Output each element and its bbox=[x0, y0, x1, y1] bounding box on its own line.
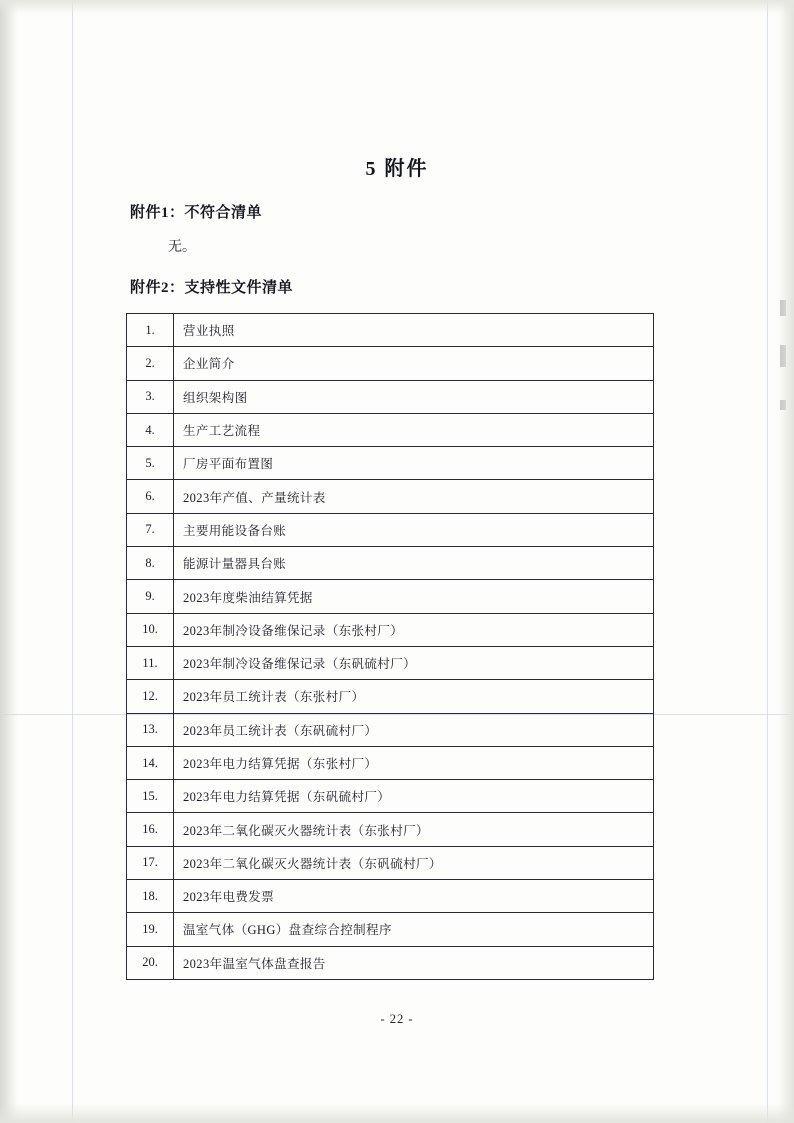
table-row bbox=[127, 413, 654, 446]
row-label: 组织架构图 bbox=[174, 380, 654, 413]
section-body-attachment-1: 无。 bbox=[168, 240, 196, 255]
row-number: 8. bbox=[127, 547, 174, 580]
page-title: 5 附件 bbox=[365, 158, 429, 180]
table-row bbox=[127, 347, 654, 380]
table-row bbox=[127, 547, 654, 580]
table-row bbox=[127, 880, 654, 913]
supporting-documents-table bbox=[126, 313, 654, 980]
row-label: 生产工艺流程 bbox=[174, 413, 654, 446]
row-label: 厂房平面布置图 bbox=[174, 447, 654, 480]
row-label: 2023年制冷设备维保记录（东矾硫村厂） bbox=[174, 646, 654, 679]
row-number: 15. bbox=[127, 780, 174, 813]
row-number: 2. bbox=[127, 347, 174, 380]
row-label: 企业简介 bbox=[174, 347, 654, 380]
row-label: 2023年二氧化碳灭火器统计表（东张村厂） bbox=[174, 813, 654, 846]
table-row bbox=[127, 780, 654, 813]
row-label: 2023年员工统计表（东矾硫村厂） bbox=[174, 713, 654, 746]
page-footer-number: - 22 - bbox=[380, 1012, 414, 1026]
table-row bbox=[127, 314, 654, 347]
table-row bbox=[127, 646, 654, 679]
row-label: 主要用能设备台账 bbox=[174, 513, 654, 546]
table-row bbox=[127, 447, 654, 480]
table-row bbox=[127, 480, 654, 513]
table-row bbox=[127, 946, 654, 979]
table-row bbox=[127, 580, 654, 613]
row-label: 2023年电费发票 bbox=[174, 880, 654, 913]
table-body bbox=[127, 314, 654, 980]
row-number: 16. bbox=[127, 813, 174, 846]
row-number: 18. bbox=[127, 880, 174, 913]
table-row bbox=[127, 913, 654, 946]
row-number: 7. bbox=[127, 513, 174, 546]
row-number: 1. bbox=[127, 314, 174, 347]
row-number: 4. bbox=[127, 413, 174, 446]
row-number: 10. bbox=[127, 613, 174, 646]
table-row bbox=[127, 380, 654, 413]
row-label: 2023年员工统计表（东张村厂） bbox=[174, 680, 654, 713]
row-number: 19. bbox=[127, 913, 174, 946]
scan-edge-bottom bbox=[0, 1103, 794, 1123]
row-label: 2023年制冷设备维保记录（东张村厂） bbox=[174, 613, 654, 646]
table-row bbox=[127, 846, 654, 879]
row-label: 温室气体（GHG）盘查综合控制程序 bbox=[174, 913, 654, 946]
section-heading-attachment-1: 附件1：不符合清单 bbox=[130, 205, 263, 221]
table-row bbox=[127, 813, 654, 846]
row-number: 20. bbox=[127, 946, 174, 979]
row-label: 2023年电力结算凭据（东矾硫村厂） bbox=[174, 780, 654, 813]
row-number: 6. bbox=[127, 480, 174, 513]
row-label: 2023年产值、产量统计表 bbox=[174, 480, 654, 513]
table-row bbox=[127, 513, 654, 546]
table-row bbox=[127, 746, 654, 779]
row-number: 13. bbox=[127, 713, 174, 746]
row-label: 2023年温室气体盘查报告 bbox=[174, 946, 654, 979]
table-row bbox=[127, 680, 654, 713]
row-label: 2023年二氧化碳灭火器统计表（东矾硫村厂） bbox=[174, 846, 654, 879]
row-number: 12. bbox=[127, 680, 174, 713]
row-label: 能源计量器具台账 bbox=[174, 547, 654, 580]
row-number: 3. bbox=[127, 380, 174, 413]
row-label: 2023年度柴油结算凭据 bbox=[174, 580, 654, 613]
row-number: 5. bbox=[127, 447, 174, 480]
row-number: 11. bbox=[127, 646, 174, 679]
row-number: 17. bbox=[127, 846, 174, 879]
table-row bbox=[127, 613, 654, 646]
table-row bbox=[127, 713, 654, 746]
row-label: 2023年电力结算凭据（东张村厂） bbox=[174, 746, 654, 779]
row-number: 9. bbox=[127, 580, 174, 613]
row-number: 14. bbox=[127, 746, 174, 779]
section-heading-attachment-2: 附件2：支持性文件清单 bbox=[130, 280, 294, 296]
row-label: 营业执照 bbox=[174, 314, 654, 347]
